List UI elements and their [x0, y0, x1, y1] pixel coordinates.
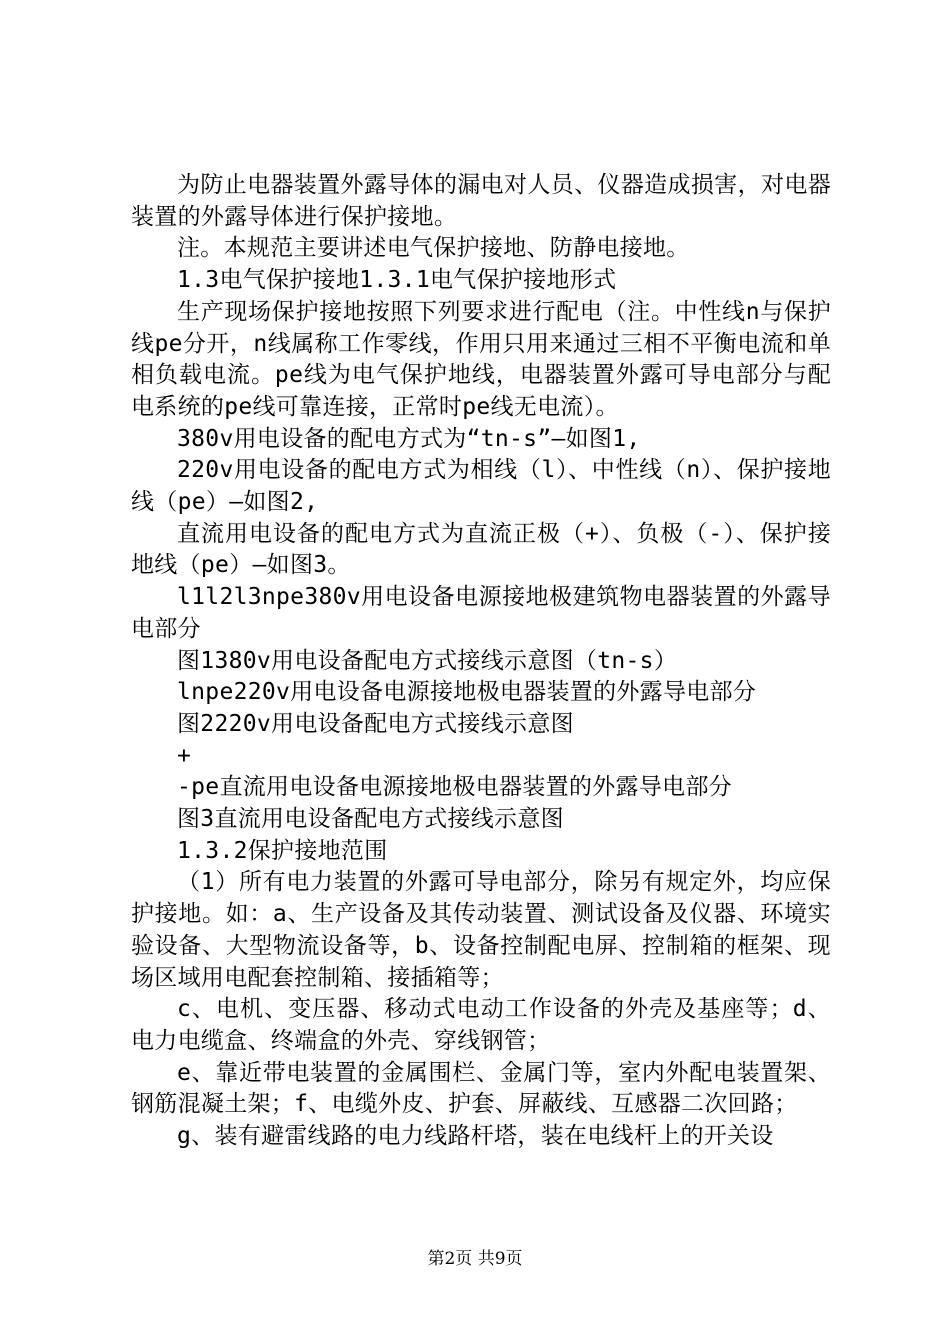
- paragraph-9: 图1380v用电设备配电方式接线示意图（tn-s）: [177, 647, 678, 674]
- paragraph-6: 220v用电设备的配电方式为相线（l）、中性线（n）、保护接地线（pe）—如图2,: [131, 457, 831, 516]
- paragraph-14: 图3直流用电设备配电方式接线示意图: [177, 806, 564, 833]
- paragraph-3: 1.3电气保护接地1.3.1电气保护接地形式: [177, 267, 617, 294]
- paragraph-5: 380v用电设备的配电方式为“tn-s”—如图1,: [177, 425, 641, 452]
- page-footer: 第2页 共9页: [427, 1249, 523, 1269]
- paragraph-18: e、靠近带电装置的金属围栏、金属门等，室内外配电装置架、钢筋混凝土架；f、电缆外皮、护套、屏蔽线、互感器二次回路；: [131, 1059, 831, 1118]
- paragraph-12: +: [177, 742, 192, 769]
- paragraph-15: 1.3.2保护接地范围: [177, 837, 388, 864]
- paragraph-10: lnpe220v用电设备电源接地极电器装置的外露导电部分: [177, 679, 757, 706]
- paragraph-11: 图2220v用电设备配电方式接线示意图: [177, 710, 574, 737]
- paragraph-7: 直流用电设备的配电方式为直流正极（+）、负极（-）、保护接地线（pe）—如图3。: [131, 520, 831, 579]
- paragraph-8: l1l2l3npe380v用电设备电源接地极建筑物电器装置的外露导电部分: [131, 584, 831, 642]
- paragraph-4: 生产现场保护接地按照下列要求进行配电（注。中性线n与保护线pe分开，n线属称工作零线，作用只用来通过三相不平衡电流和单相负载电流。pe线为电气保护地线，电器装置外露可导电部分与配电系统的pe线可靠连接，正常时pe线无电流）。: [131, 298, 831, 420]
- paragraph-16: （1）所有电力装置的外露可导电部分，除另有规定外，均应保护接地。如：a、生产设备及其传动装置、测试设备及仪器、环境实验设备、大型物流设备等，b、设备控制配电屏、控制箱的框架、现场区域用电配套控制箱、接插箱等；: [131, 869, 831, 991]
- paragraph-2: 注。本规范主要讲述电气保护接地、防静电接地。: [177, 235, 690, 262]
- paragraph-17: c、电机、变压器、移动式电动工作设备的外壳及基座等；d、电力电缆盒、终端盒的外壳、穿线钢管；: [131, 996, 831, 1054]
- paragraph-19: g、装有避雷线路的电力线路杆塔，装在电线杆上的开关设: [177, 1123, 774, 1150]
- paragraph-1: 为防止电器装置外露导体的漏电对人员、仪器造成损害，对电器装置的外露导体进行保护接地。: [131, 172, 831, 230]
- document-body: [131, 170, 831, 1153]
- paragraph-13: -pe直流用电设备电源接地极电器装置的外露导电部分: [177, 774, 733, 801]
